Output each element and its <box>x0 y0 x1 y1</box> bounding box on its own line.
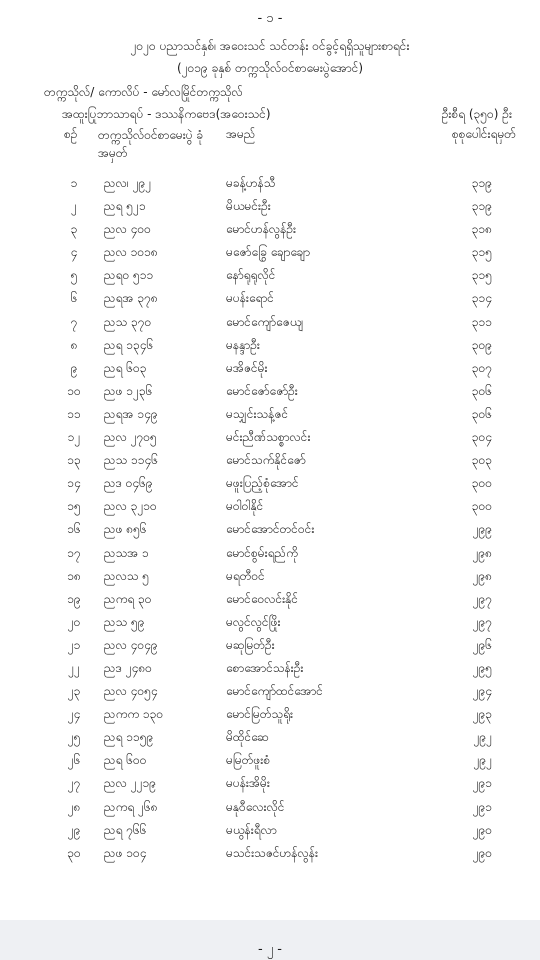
table-row <box>0 588 540 611</box>
row-total: ၂၉၁ <box>472 776 492 791</box>
row-total: ၃၀၆ <box>471 383 492 398</box>
row-sr: ၆ <box>70 291 78 306</box>
row-name: မရတီဝင် <box>226 568 265 583</box>
row-name: မလွင်လွင်ဖြိုး <box>226 614 281 629</box>
row-total: ၃၁၉ <box>471 199 492 214</box>
row-total: ၃၀၇ <box>471 360 492 375</box>
row-roll: ညဖ ၈၅၆ <box>104 522 147 537</box>
row-roll: ညရ ၆၀၀ <box>104 753 147 768</box>
table-row <box>0 426 540 449</box>
row-total: ၂၉၂ <box>473 753 492 768</box>
table-row <box>0 172 540 195</box>
row-roll: ညရအ ၃၇၈ <box>104 291 158 306</box>
row-name: မမြတ်ဖူးစံ <box>226 753 271 768</box>
table-row <box>0 241 540 264</box>
row-total: ၃၁၅ <box>471 245 492 260</box>
row-sr: ၂၂ <box>68 660 80 675</box>
table-row <box>0 218 540 241</box>
table-row <box>0 495 540 518</box>
row-roll: ညသ ၅၉ <box>104 614 145 629</box>
row-sr: ၇ <box>70 314 78 329</box>
table-row <box>0 264 540 287</box>
row-total: ၂၉၅ <box>472 660 492 675</box>
row-roll: ညကရ ၃၀ <box>104 591 152 606</box>
row-sr: ၁၄ <box>67 476 81 491</box>
row-roll: ညလ ၄၀၄၉ <box>104 637 158 652</box>
row-roll: ညရအ ၁၄၉ <box>104 406 158 421</box>
row-roll: ညကရ ၂၆၈ <box>104 799 158 814</box>
row-roll: ညရ ၁၃၄၆ <box>104 337 154 352</box>
document-title: ၂၀၂၀ ပညာသင်နှစ်၊ အဝေးသင် သင်တန်း ဝင်ခွင့်ရရှိသူများစာရင်း <box>130 39 410 53</box>
table-row <box>0 287 540 310</box>
row-sr: ၃၀ <box>67 845 81 860</box>
table-row <box>0 819 540 842</box>
table-row <box>0 680 540 703</box>
table-row <box>0 842 540 865</box>
row-roll: ညလ ၃၂၁၀ <box>104 499 157 514</box>
row-sr: ၂ <box>71 199 77 214</box>
row-sr: ၂၁ <box>67 637 81 652</box>
table-row <box>0 334 540 357</box>
row-sr: ၂၅ <box>67 730 81 745</box>
row-total: ၂၉၃ <box>472 707 492 722</box>
row-name: မသျှင်းသန့်ဇင် <box>226 406 289 421</box>
row-name: မောင်မြတ်သူရိုး <box>226 707 294 722</box>
row-roll: ညရ ၇၆၆ <box>104 822 147 837</box>
row-total: ၃၀၄ <box>471 430 492 445</box>
row-total: ၂၉၁ <box>472 799 492 814</box>
row-roll: ညဖ ၁၂၃၆ <box>104 383 153 398</box>
table-row <box>0 703 540 726</box>
row-name: မောင်ဟန်လွန်ဦး <box>226 222 297 237</box>
row-name: မပန်းရောင် <box>226 291 274 306</box>
row-total: ၃၁၁ <box>471 314 492 329</box>
row-sr: ၁၁ <box>67 406 81 421</box>
row-roll: ညရ ၅၂၁ <box>104 199 146 214</box>
row-sr: ၉ <box>70 360 78 375</box>
table-row <box>0 449 540 472</box>
row-name: မနန္ဒာဦး <box>226 337 260 352</box>
column-header-name: အမည် <box>226 127 256 141</box>
table-row <box>0 611 540 634</box>
row-sr: ၁၉ <box>67 591 81 606</box>
row-roll: ညလ ၂၇၀၅ <box>104 430 157 445</box>
table-row <box>0 403 540 426</box>
row-sr: ၁၂ <box>67 430 81 445</box>
row-total: ၃၀၀ <box>471 499 492 514</box>
row-name: မင်းညီဏ်သစ္စာလင်း <box>226 430 311 445</box>
row-total: ၃၁၄ <box>471 291 492 306</box>
row-total: ၂၉၈ <box>472 545 492 560</box>
row-roll: ညလ ၄၀၀ <box>104 222 151 237</box>
row-roll: ညဒ ၂၄၈၀ <box>104 660 152 675</box>
row-total: ၃၀၀ <box>471 476 492 491</box>
row-name: မဝါဝါနိုင် <box>226 499 264 514</box>
page-number-bottom: - ၂ - <box>257 942 283 957</box>
row-roll: ညရ ၁၁၅၉ <box>104 730 154 745</box>
row-sr: ၁၆ <box>67 522 81 537</box>
row-name: မောင်ဇော်ဇော်ဦး <box>226 383 298 398</box>
row-name: မအိဇင်မိုး <box>226 360 268 375</box>
row-sr: ၁၀ <box>67 383 81 398</box>
row-sr: ၁၈ <box>67 568 81 583</box>
row-roll: ညလ၊ ၂၉၂ <box>104 176 152 190</box>
row-sr: ၈ <box>70 337 78 352</box>
row-total: ၂၉၉ <box>472 522 492 537</box>
table-row <box>0 726 540 749</box>
row-sr: ၁၃ <box>67 453 81 468</box>
row-roll: ညရဝ ၅၁၁ <box>104 268 154 283</box>
row-name: မောင်သက်နိုင်ဇော် <box>226 453 306 468</box>
row-name: မနုဝီလေးလိုင် <box>226 799 285 814</box>
row-total: ၂၉၇ <box>472 614 492 629</box>
table-row <box>0 565 540 588</box>
table-row <box>0 657 540 680</box>
row-roll: ညရ ၆၀၃ <box>104 360 147 375</box>
row-sr: ၂၃ <box>67 684 81 699</box>
row-name: မပန်းအိမိုး <box>226 776 270 791</box>
row-name: စောအောင်သန်းဦး <box>226 660 304 675</box>
row-sr: ၂၆ <box>67 753 81 768</box>
row-total: ၃၀၉ <box>471 337 492 352</box>
row-name: မသင်းသဇင်ဟန်လွန်း <box>226 845 319 860</box>
row-sr: ၂၇ <box>67 776 81 791</box>
row-sr: ၁ <box>70 176 78 190</box>
row-name: နော်ရုရုလိုင် <box>226 268 276 283</box>
row-name: မိယမင်းဦး <box>226 199 271 214</box>
row-name: မဇော်ခြွေ ချောချော <box>226 245 311 260</box>
row-sr: ၁၅ <box>67 499 81 514</box>
row-total: ၂၉၀ <box>472 845 492 860</box>
page-number-top: - ၁ - <box>257 11 283 26</box>
row-sr: ၂၈ <box>67 799 81 814</box>
row-name: မောင်ဝေလင်းနိုင် <box>226 591 299 606</box>
table-row <box>0 634 540 657</box>
document-subtitle: (၂၀၁၉ ခုနှစ် တက္ကသိုလ်ဝင်စာမေးပွဲအောင်) <box>176 61 364 75</box>
column-header-total: စုစုပေါင်းရမှတ် <box>451 127 516 141</box>
row-name: မောင်စွမ်းရည်ကို <box>226 545 298 560</box>
table-row <box>0 518 540 541</box>
row-name: မောင်အောင်တင်ဝင်း <box>226 522 315 537</box>
row-sr: ၂၄ <box>67 707 81 722</box>
column-header-sr: စဉ် <box>64 127 78 141</box>
row-total: ၂၉၆ <box>472 637 492 652</box>
row-sr: ၄ <box>70 245 78 260</box>
row-total: ၂၉၀ <box>472 822 492 837</box>
row-name: မဖူးပြည့်စုံအောင် <box>226 476 299 491</box>
column-header-roll: တက္ကသိုလ်ဝင်စာမေးပွဲ ခုံအမှတ် <box>98 128 204 160</box>
table-row <box>0 542 540 565</box>
table-row <box>0 357 540 380</box>
row-roll: ညသအ ၁ <box>104 545 149 560</box>
row-roll: ညလ ၄၀၅၄ <box>104 684 158 699</box>
row-name: မောင်ကျော်ထင်အောင် <box>226 684 323 699</box>
row-total: ၂၉၇ <box>472 591 492 606</box>
row-name: မယွန်းရီလာ <box>226 822 277 837</box>
row-roll: ညကက ၁၃၀ <box>104 707 164 722</box>
row-total: ၃၁၅ <box>471 268 492 283</box>
row-roll: ညလသ ၅ <box>104 568 150 583</box>
row-total: ၃၀၃ <box>471 453 492 468</box>
table-row <box>0 772 540 795</box>
row-sr: ၃ <box>70 222 78 237</box>
results-table <box>0 172 540 865</box>
table-row <box>0 380 540 403</box>
row-name: မောင်ကျော်ဇေယျ <box>226 314 304 329</box>
major-label: အထူးပြုဘာသာရပ် - ဒဿနိကဗေဒ(အဝေးသင်) <box>62 107 271 121</box>
table-row <box>0 749 540 772</box>
row-total: ၃၁၉ <box>471 176 492 190</box>
row-total: ၂၉၂ <box>473 730 492 745</box>
row-roll: ညဖ ၁၀၄ <box>104 845 147 860</box>
row-sr: ၂၀ <box>67 614 81 629</box>
row-sr: ၂၉ <box>67 822 81 837</box>
row-total: ၂၉၈ <box>472 568 492 583</box>
row-roll: ညသ ၃၇၀ <box>104 314 152 329</box>
row-sr: ၁၇ <box>67 545 81 560</box>
row-name: မဆုမြတ်ဦး <box>226 637 275 652</box>
table-row <box>0 195 540 218</box>
row-sr: ၅ <box>70 268 78 283</box>
score-heading: ဦးစီရ (၃၅၀) ဦး <box>441 107 512 121</box>
row-name: မိထိုင်ဆေ <box>226 730 269 745</box>
row-name: မခန့်ဟန်သီ <box>226 176 276 190</box>
row-roll: ညလ ၂၂၁၉ <box>104 776 156 791</box>
row-total: ၃၀၆ <box>471 406 492 421</box>
row-roll: ညဒ ၀၄၆၉ <box>104 476 153 491</box>
row-total: ၂၉၄ <box>472 684 492 699</box>
table-row <box>0 311 540 334</box>
table-row <box>0 472 540 495</box>
university-label: တက္ကသိုလ်/ ကောလိပ် - မော်လမြိုင်တက္ကသိုလ် <box>44 85 243 99</box>
row-total: ၃၁၈ <box>471 222 492 237</box>
row-roll: ညသ ၁၁၄၆ <box>104 453 159 468</box>
table-row <box>0 796 540 819</box>
row-roll: ညလ ၁၀၁၈ <box>104 245 158 260</box>
